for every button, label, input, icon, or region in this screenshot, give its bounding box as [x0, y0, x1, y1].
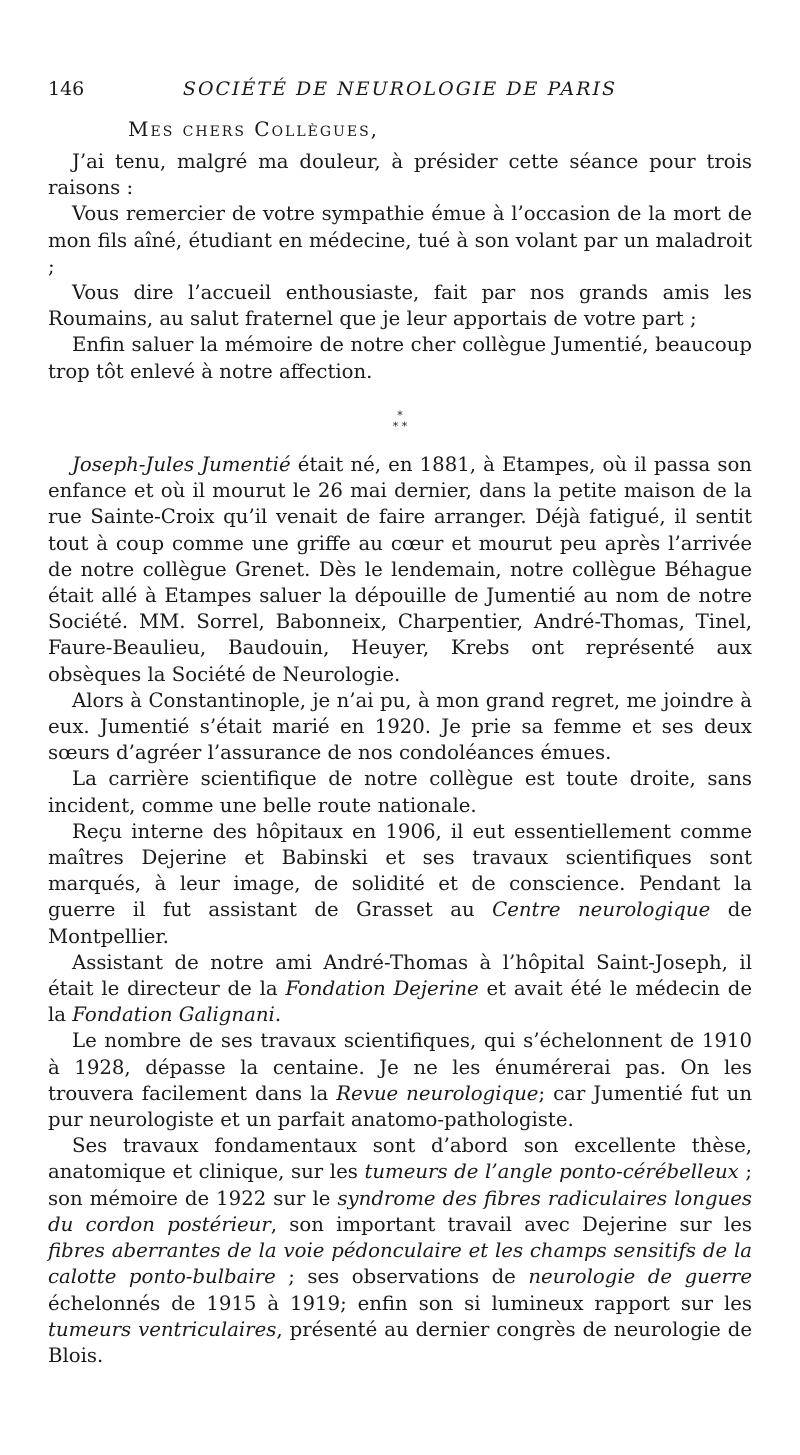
person-name: Joseph-Jules Jumentié: [72, 453, 291, 476]
paragraph-publications: Le nombre de ses travaux scientifiques, qui s’échelonnent de 1910 à 1928, dépasse la centaine. Je ne les énumérerai pas. On les trouvera facilement dans la Revue neurologique; car Jumentié fut un pur neurologiste et un parfait anatomo-pathologiste.: [48, 1029, 753, 1132]
intro-paragraph: Vous remercier de votre sympathie émue à l’occasion de la mort de mon fils aîné, étudiant en médecine, tué à son volant par un maladroit ;: [48, 202, 752, 278]
italic-title: syndrome des fibres radiculaires longues du cordon postérieur: [48, 1186, 752, 1236]
obituary-section: [48, 452, 752, 1369]
italic-title: Fondation Galignani: [72, 1003, 275, 1027]
italic-title: fibres aberrantes de la voie pédonculaire et les champs sensitifs de la calotte ponto-bulbaire: [48, 1239, 752, 1289]
paragraph-birth-death: Joseph-Jules Jumentié était né, en 1881, à Etampes, où il passa son enfance et où il mourut le 26 mai dernier, dans la petite maison de la rue Sainte-Croix qu’il venait de faire arranger. Déjà fatigué, il sentit tout à coup comme une griffe au cœur et mourut peu après l’arrivée de notre collègue Grenet. Dès le lendemain, notre collègue Béhague était allé à Etampes saluer la dépouille de Jumentié au nom de notre Société. MM. Sorrel, Babonneix, Charpentier, André-Thomas, Tinel, Faure-Beaulieu, Baudouin, Heuyer, Krebs ont représenté aux obsèques la Société de Neurologie.: [48, 453, 752, 686]
italic-title: Revue neurologique: [336, 1081, 539, 1105]
salutation: Mes chers Collègues,: [128, 117, 380, 141]
paragraph-marriage: Alors à Constantinople, je n’ai pu, à mon grand regret, me joindre à eux. Jumentié s’était marié en 1920. Je prie sa femme et ses deux sœurs d’agréer l’assurance de nos condoléances émues.: [48, 688, 752, 765]
asterism-bottom: * *: [392, 420, 408, 433]
paragraph-internship: Reçu interne des hôpitaux en 1906, il eut essentiellement comme maîtres Dejerine et Babinski et ses travaux scientifiques sont marqués, à leur image, de solidité et de conscience. Pendant la guerre il fut assistant de Grasset au Centre neurologique de Montpellier.: [48, 819, 752, 948]
page-header: [48, 78, 752, 102]
intro-section: [48, 149, 752, 385]
running-head: SOCIÉTÉ DE NEUROLOGIE DE PARIS: [182, 78, 618, 100]
italic-title: Centre neurologique: [492, 898, 711, 922]
intro-paragraph: Enfin saluer la mémoire de notre cher collègue Jumentié, beaucoup trop tôt enlevé à notre affection.: [48, 333, 752, 383]
page-number: 146: [48, 78, 85, 100]
italic-title: tumeurs ventriculaires: [48, 1317, 277, 1341]
intro-paragraph: J’ai tenu, malgré ma douleur, à présider cette séance pour trois raisons :: [48, 150, 752, 200]
italic-title: neurologie de guerre: [528, 1265, 752, 1289]
paragraph-career: La carrière scientifique de notre collègue est toute droite, sans incident, comme une belle route nationale.: [48, 767, 752, 817]
intro-paragraph: Vous dire l’accueil enthousiaste, fait par nos grands amis les Roumains, au salut fraternel que je leur apportais de votre part ;: [48, 281, 752, 331]
asterism-divider: [0, 410, 800, 432]
asterism-top: *: [397, 409, 403, 422]
italic-title: Fondation Dejerine: [285, 977, 479, 1001]
italic-title: tumeurs de l’angle ponto-cérébelleux: [364, 1160, 739, 1184]
paragraph-major-works: Ses travaux fondamentaux sont d’abord son excellente thèse, anatomique et clinique, sur les tumeurs de l’angle ponto-cérébelleux ; son mémoire de 1922 sur le syndrome des fibres radiculaires longues du cordon postérieur, son important travail avec Dejerine sur les fibres aberrantes de la voie pédonculaire et les champs sensitifs de la calotte ponto-bulbaire ; ses observations de neurologie de guerre échelonnés de 1915 à 1919; enfin son si lumineux rapport sur les tumeurs ventriculaires, présenté au dernier congrès de neurologie de Blois.: [48, 1134, 753, 1367]
paragraph-positions: Assistant de notre ami André-Thomas à l’hôpital Saint-Joseph, il était le directeur de la Fondation Dejerine et avait été le médecin de la Fondation Galignani.: [48, 950, 752, 1027]
